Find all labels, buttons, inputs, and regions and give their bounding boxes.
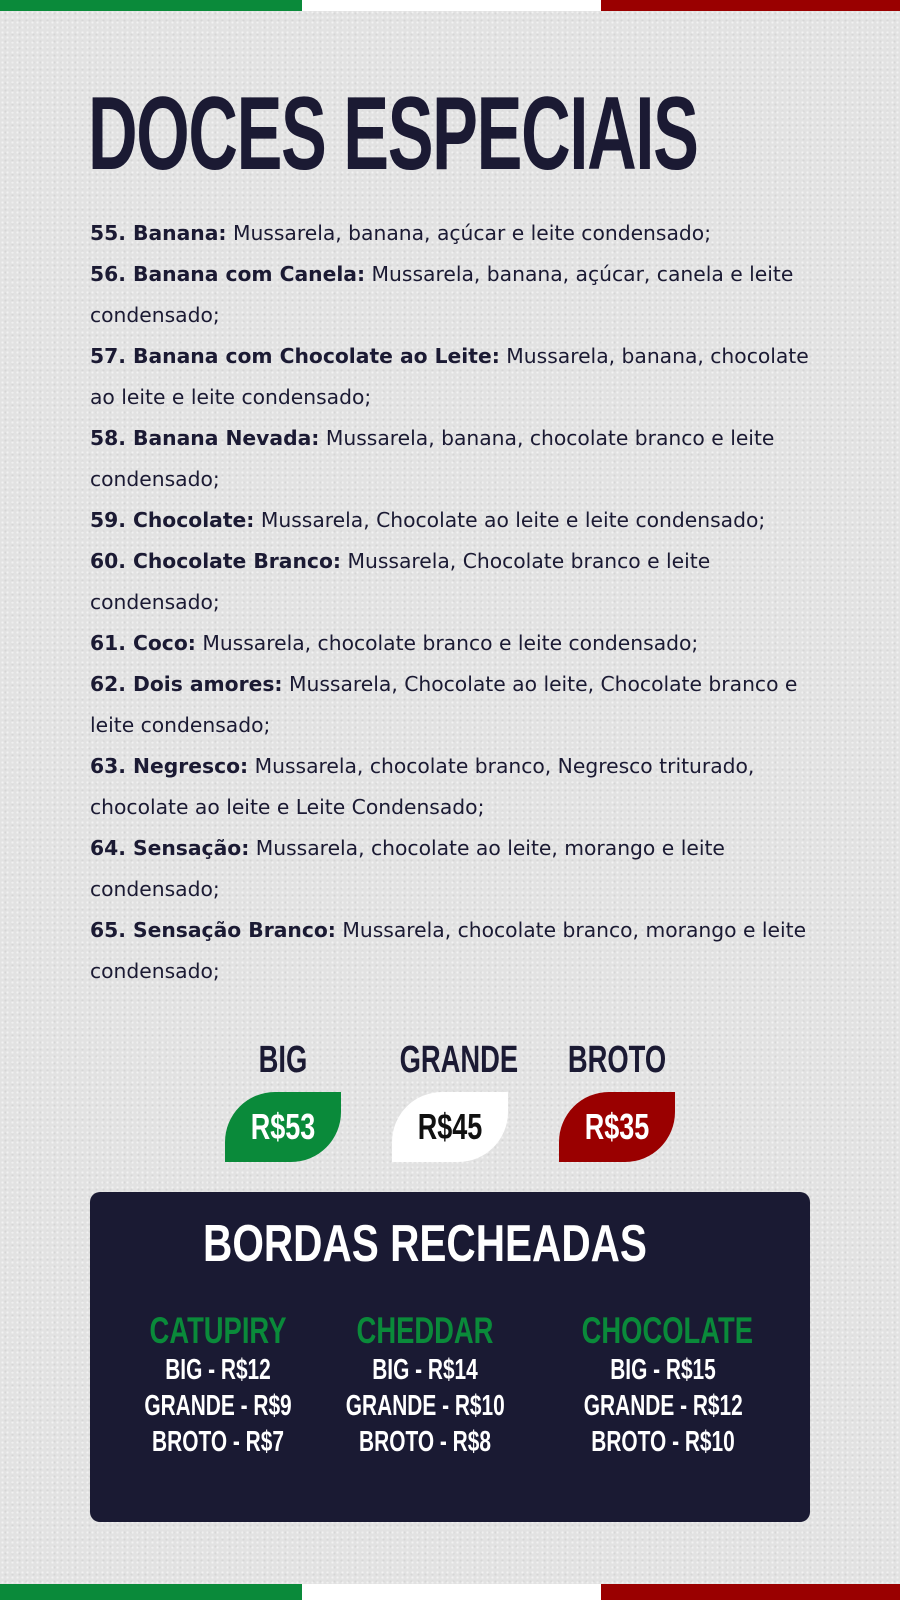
flavor-catupiry: [108, 1310, 328, 1460]
flag-stripe-white: [302, 1584, 601, 1600]
menu-item: [90, 336, 835, 418]
size-big: [213, 1038, 353, 1162]
menu-item: [90, 746, 835, 828]
menu-item-description: Mussarela, chocolate branco, morango e leite condensado;: [90, 918, 807, 983]
menu-item-list: [90, 213, 835, 992]
menu-item-name: 62. Dois amores:: [90, 672, 283, 696]
menu-item: [90, 254, 835, 336]
price-badge: [559, 1092, 675, 1162]
menu-item: [90, 664, 835, 746]
menu-item-name: 55. Banana:: [90, 221, 227, 245]
menu-item-description: Mussarela, banana, açúcar e leite condensado;: [226, 221, 712, 245]
menu-item-description: Mussarela, banana, chocolate ao leite e leite condensado;: [90, 344, 809, 409]
menu-item: [90, 500, 835, 541]
menu-item-name: 63. Negresco:: [90, 754, 249, 778]
menu-item: [90, 828, 835, 910]
menu-item-name: 64. Sensação:: [90, 836, 250, 860]
menu-item-name: 57. Banana com Chocolate ao Leite:: [90, 344, 500, 368]
menu-item-name: 59. Chocolate:: [90, 508, 255, 532]
menu-item-name: 61. Coco:: [90, 631, 196, 655]
flag-stripe-white: [302, 0, 601, 11]
price-value: R$53: [250, 1106, 316, 1147]
menu-item: [90, 623, 835, 664]
size-label: BIG: [258, 1039, 308, 1081]
menu-item-description: Mussarela, banana, açúcar, canela e leite condensado;: [90, 262, 794, 327]
flavor-name: CATUPIRY: [149, 1310, 287, 1351]
menu-item: [90, 213, 835, 254]
size-label: BROTO: [567, 1039, 667, 1081]
price-value: R$35: [584, 1106, 650, 1147]
menu-item: [90, 418, 835, 500]
menu-item-description: Mussarela, Chocolate branco e leite condensado;: [90, 549, 711, 614]
size-label: GRANDE: [399, 1039, 519, 1081]
flag-stripe-green: [0, 1584, 302, 1600]
flavor-cheddar: [315, 1310, 535, 1460]
flavor-price-line: BIG - R$15: [610, 1354, 716, 1386]
menu-item-name: 56. Banana com Canela:: [90, 262, 366, 286]
menu-item-description: Mussarela, chocolate ao leite, morango e leite condensado;: [90, 836, 725, 901]
price-badge: [392, 1092, 508, 1162]
flavor-name: CHEDDAR: [356, 1310, 494, 1351]
menu-item-name: 65. Sensação Branco:: [90, 918, 336, 942]
menu-item: [90, 910, 835, 992]
flavor-chocolate: [553, 1310, 773, 1460]
flavor-price-line: BROTO - R$10: [591, 1426, 735, 1458]
flavor-price-line: BIG - R$14: [372, 1354, 478, 1386]
flag-stripe-top: [0, 0, 900, 11]
flag-stripe-red: [601, 0, 900, 11]
menu-item-description: Mussarela, Chocolate ao leite, Chocolate branco e leite condensado;: [90, 672, 798, 737]
flavor-price-line: GRANDE - R$12: [583, 1390, 743, 1422]
price-badge: [225, 1092, 341, 1162]
flavor-price-line: GRANDE - R$10: [345, 1390, 505, 1422]
bordas-recheadas-panel: [90, 1192, 810, 1522]
size-broto: [547, 1038, 687, 1162]
menu-item-description: Mussarela, chocolate branco, Negresco triturado, chocolate ao leite e Leite Condensado;: [90, 754, 755, 819]
flavor-price-line: BIG - R$12: [165, 1354, 271, 1386]
size-price-row: [0, 1038, 900, 1168]
bordas-title: BORDAS RECHEADAS: [203, 1215, 647, 1273]
flavor-price-line: BROTO - R$8: [359, 1426, 491, 1458]
menu-item-description: Mussarela, Chocolate ao leite e leite condensado;: [254, 508, 766, 532]
menu-item: [90, 541, 835, 623]
size-grande: [380, 1038, 520, 1162]
menu-item-name: 60. Chocolate Branco:: [90, 549, 342, 573]
flag-stripe-bottom: [0, 1584, 900, 1600]
page-title: DOCES ESPECIAIS: [88, 76, 698, 192]
flavor-price-line: BROTO - R$7: [152, 1426, 284, 1458]
flag-stripe-red: [601, 1584, 900, 1600]
price-value: R$45: [417, 1106, 483, 1147]
flag-stripe-green: [0, 0, 302, 11]
menu-item-description: Mussarela, chocolate branco e leite condensado;: [195, 631, 699, 655]
flavor-name: CHOCOLATE: [581, 1310, 753, 1351]
flavor-price-line: GRANDE - R$9: [144, 1390, 292, 1422]
menu-item-name: 58. Banana Nevada:: [90, 426, 320, 450]
menu-item-description: Mussarela, banana, chocolate branco e leite condensado;: [90, 426, 775, 491]
